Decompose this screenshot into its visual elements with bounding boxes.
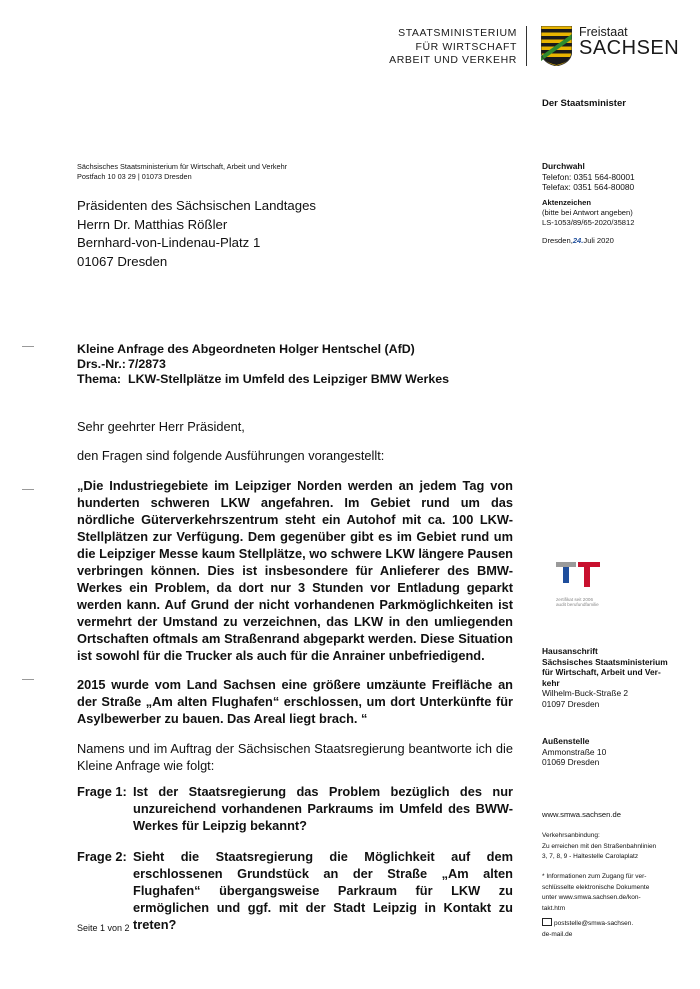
sender-line-1: Sächsisches Staatsministerium für Wirtschaft, Arbeit und Verkehr — [77, 162, 288, 171]
aussenstelle-line-1: Ammonstraße 10 — [542, 746, 607, 757]
aktenzeichen-note: (bitte bei Antwort angeben) — [542, 208, 633, 217]
aktenzeichen-value: LS-1053/89/65-2020/35812 — [542, 218, 635, 227]
email-block[interactable] — [542, 918, 633, 940]
ministry-line-1: STAATSMINISTERIUM — [398, 27, 517, 39]
intro-text: den Fragen sind folgende Ausführungen vorangestellt: — [77, 448, 385, 463]
punch-mark — [22, 489, 34, 490]
freistaat-label: Freistaat — [579, 25, 628, 39]
email-line-2: de-mail.de — [542, 930, 573, 938]
saxony-coat-of-arms-icon — [541, 26, 572, 66]
hausanschrift-line-1: Sächsisches Staatsministerium — [542, 656, 668, 667]
ministry-name — [389, 27, 517, 68]
hausanschrift-line-4: Wilhelm-Buck-Straße 2 — [542, 688, 629, 699]
aktenzeichen-block — [542, 198, 634, 246]
drs-value: 7/2873 — [128, 357, 166, 371]
website-link[interactable]: www.smwa.sachsen.de — [542, 810, 621, 819]
security-line-4: takt.htm — [542, 904, 566, 912]
transport-block — [542, 831, 656, 863]
header-divider — [526, 26, 527, 66]
recipient-address — [77, 197, 316, 271]
audit-certificate — [556, 561, 616, 608]
security-line-1: * Informationen zum Zugang für ver- — [542, 873, 647, 880]
security-line-2: schlüsselte elektronische Dokumente — [542, 883, 650, 891]
aussenstelle-line-2: 01069 Dresden — [542, 757, 600, 768]
hausanschrift-line-5: 01097 Dresden — [542, 698, 600, 709]
hausanschrift-block — [542, 646, 668, 710]
durchwahl-label: Durchwahl — [542, 161, 585, 171]
aussenstelle-block — [542, 736, 606, 768]
question-2-text: Sieht die Staatsregierung die Möglichkeit auf dem erschlossenen Grundstück an der Straße „Am alten Flughafen“ übergangsweise Parkraum für LKW zu ermöglichen und ggf. mit der Stadt Leipzig in Kontakt zu treten? — [133, 849, 513, 932]
question-1-text: Ist der Staatsregierung das Problem bezüglich des nur unzureichend vorhandenen Parkraums im Umfeld des BWW-Werkes für Leipzig bekannt? — [133, 784, 513, 833]
hausanschrift-line-3: kehr — [542, 677, 560, 688]
minister-title: Der Staatsminister — [542, 98, 626, 109]
drs-label: Drs.-Nr.: — [77, 357, 126, 371]
aussenstelle-label: Außenstelle — [542, 736, 590, 746]
recipient-line-3: Bernhard-von-Lindenau-Platz 1 — [77, 235, 261, 250]
ministry-line-3: ARBEIT UND VERKEHR — [389, 54, 517, 66]
contact-block — [542, 161, 635, 193]
question-2-label: Frage 2: — [77, 849, 127, 864]
envelope-icon — [542, 918, 552, 926]
security-line-3: unter www.smwa.sachsen.de/kon- — [542, 894, 641, 901]
answer-intro: Namens und im Auftrag der Sächsischen Staatsregierung beantworte ich die Kleine Anfrage wie folgt: — [77, 741, 513, 773]
telefax: Telefax: 0351 564-80080 — [542, 182, 635, 193]
transport-label: Verkehrsanbindung: — [542, 832, 600, 839]
security-note — [542, 872, 649, 914]
quote-paragraph-1: „Die Industriegebiete im Leipziger Norden werden an jedem Tag von hunderten schweren LKW angefahren. Im Gebiet rund um das nördliche Güterverkehrszentrum steht ein Autohof mit ca. 100 LKW-Stellplätzen zur Verfügung. Dem gegenüber gibt es im Gebiet rund um die Leipziger Messe kaum Stellplätze, wo schwere LKW längere Pausen verbringen können. Dies ist insbesondere für Anlieferer des BMW-Werkes ein Problem, da dort nur 3 Stunden vor Entladung geparkt werden kann. Auf Grund der nicht vorhandenen Parkmöglichkeiten ist vermehrt der Umstand zu verzeichnen, das LKW in den umliegenden Ortschaften oftmals am Straßenrand abgeparkt werden. Diese Situation ist sowohl für die Trucker als auch für die Anrainer unbefriedigend. — [77, 478, 513, 663]
aktenzeichen-label: Aktenzeichen — [542, 198, 591, 207]
fold-mark — [22, 679, 34, 680]
letter-date — [542, 236, 634, 246]
date-suffix: Juli 2020 — [583, 236, 614, 245]
cert-caption-2: audit berufundfamilie — [556, 602, 599, 608]
recipient-line-1: Präsidenten des Sächsischen Landtages — [77, 198, 317, 213]
hausanschrift-label: Hausanschrift — [542, 646, 598, 656]
quote-paragraph-2: 2015 wurde vom Land Sachsen eine größere umzäunte Freifläche an der Straße „Am alten Flughafen“ erschlossen, um dort Unterkünfte für Asylbewerber zu bauen. Das Areal liegt brach. “ — [77, 677, 513, 726]
salutation: Sehr geehrter Herr Präsident, — [77, 419, 245, 434]
date-prefix: Dresden, — [542, 236, 573, 245]
sachsen-label: SACHSEN — [579, 37, 680, 59]
sender-line — [77, 162, 287, 182]
subject-line-1: Kleine Anfrage des Abgeordneten Holger Hentschel (AfD) — [77, 342, 415, 356]
transport-line-2: 3, 7, 8, 9 - Haltestelle Carolaplatz — [542, 853, 639, 860]
cert-caption-1: zertifikat seit 2006 — [556, 597, 594, 602]
email-line-1: poststelle@smwa-sachsen. — [554, 920, 634, 927]
recipient-line-4: 01067 Dresden — [77, 253, 168, 269]
hausanschrift-line-2: für Wirtschaft, Arbeit und Ver- — [542, 667, 661, 678]
recipient-line-2: Herrn Dr. Matthias Rößler — [77, 216, 228, 232]
telefon: Telefon: 0351 564-80001 — [542, 171, 635, 182]
question-1-label: Frage 1: — [77, 784, 127, 799]
fold-mark — [22, 346, 34, 347]
transport-line-1: Zu erreichen mit den Straßenbahnlinien — [542, 842, 657, 850]
sender-line-2: Postfach 10 03 29 | 01073 Dresden — [77, 172, 192, 181]
date-day-handwritten: 24. — [572, 236, 584, 245]
ministry-line-2: FÜR WIRTSCHAFT — [415, 40, 517, 53]
subject-block — [77, 342, 449, 387]
thema-label: Thema: — [77, 372, 122, 386]
page-number: Seite 1 von 2 — [77, 923, 130, 933]
audit-berufundfamilie-logo-icon — [556, 561, 600, 589]
thema-value: LKW-Stellplätze im Umfeld des Leipziger BMW Werkes — [128, 372, 450, 386]
